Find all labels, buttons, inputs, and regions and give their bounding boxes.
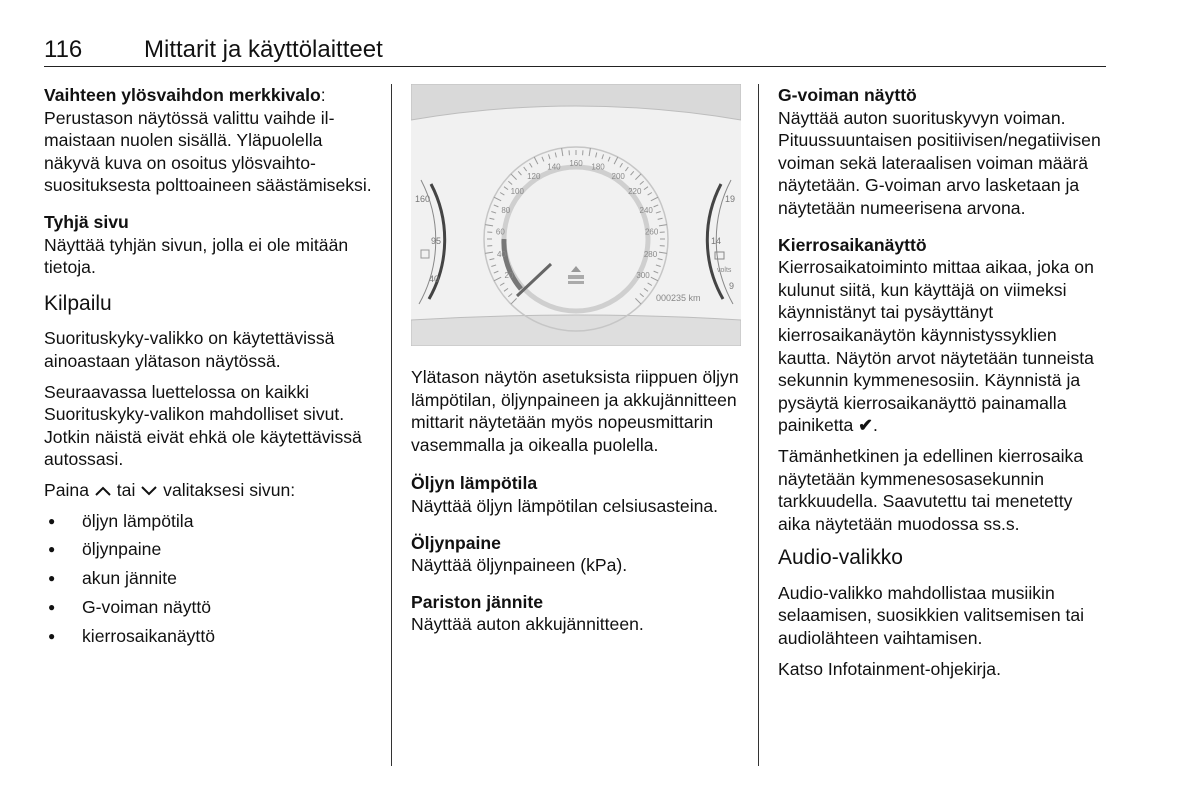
speed-scale-label: 140 — [547, 162, 561, 172]
upshift-heading: Vaihteen ylösvaihdon merkkivalo — [44, 85, 321, 105]
speed-scale-label: 240 — [639, 205, 653, 215]
column-right — [778, 84, 1108, 688]
list-item: ● kierrosaikanäyttö — [44, 625, 374, 648]
laptime-section — [778, 234, 1108, 437]
oil-temp-section — [411, 472, 741, 517]
speed-scale-label: 260 — [644, 227, 659, 237]
list-item: ● öljyn lämpötila — [44, 510, 374, 533]
chevron-down-icon — [140, 485, 158, 497]
blank-page-heading: Tyhjä sivu — [44, 211, 129, 232]
laptime-paragraph-2: Tämänhetkinen ja edellinen kierrosaika näytetään kymmenesosasekunnin tarkkuudella. Saavutettu tai menetetty aika näytetään muodossa ss.s. — [778, 445, 1084, 534]
volts-label: volts — [717, 267, 732, 274]
kilpailu-paragraph-2: Seuraavassa luettelossa on kaikki Suorituskyky-valikon mahdolliset sivut. Jotkin näistä eivät ehkä ole käytettävissä autossasi. — [44, 381, 362, 470]
speed-scale-label: 280 — [643, 249, 658, 259]
upshift-body: Perustason näytössä valittu vaihde ilmaistaan nuolen sisällä. Yläpuolella näkyvä kuva on osoitus ylösvaihtosuosituksesta polttoaineen säästämiseksi. — [44, 107, 372, 196]
oil-pressure-section — [411, 532, 741, 577]
right-gauge-label: 19 — [725, 194, 736, 204]
battery-body: Näyttää auton akkujännitteen. — [411, 614, 644, 635]
audio-paragraph-2: Katso Infotainment-ohjekirja. — [778, 658, 1001, 679]
speed-scale-label: 180 — [591, 162, 605, 172]
speed-scale-label: 120 — [527, 171, 541, 181]
blank-page-body: Näyttää tyhjän sivun, jolla ei ole mitään tietoja. — [44, 234, 349, 278]
gforce-section — [778, 84, 1108, 220]
laptime-body-text: Kierrosaikatoiminto mittaa aikaa, joka on kulunut siitä, kun käyttäjä on viimeksi käynnistänyt tai pysäyttänyt kierrosaikanäytön käynnistyssyklien kautta. Näytön arvot näytetään tunneista sekunnin kymmenesosiin. Käynnistä ja pysäytä kierrosaikanäyttö painamalla painiketta — [778, 257, 1094, 436]
speed-scale-label: 20 — [504, 270, 514, 280]
press-text-c: valitaksesi sivun: — [163, 479, 296, 500]
laptime-heading: Kierrosaikanäyttö — [778, 234, 927, 255]
gforce-body: Näyttää auton suorituskyvyn voiman. Pituussuuntaisen positiivisen/negatiivisen voiman sekä lateraalisen voiman määrä näytetään. G-voiman arvo lasketaan ja näytetään numeerisena arvona. — [778, 107, 1101, 218]
right-gauge-label: 9 — [729, 281, 735, 291]
intro-paragraph: Ylätason näytön asetuksista riippuen öljyn lämpötilan, öljynpaineen ja akkujännitteen mittarit näytetään myös nopeusmittarin vasemmalla ja oikealla puolella. — [411, 367, 739, 455]
blank-page-section — [44, 211, 374, 279]
laptime-body-end: . — [872, 415, 878, 436]
speed-scale-label: 200 — [611, 171, 625, 181]
odometer-readout: 000235 km — [656, 293, 701, 303]
speed-scale-label: 80 — [501, 205, 511, 215]
instrument-cluster-illustration — [411, 84, 741, 346]
column-left — [44, 84, 374, 654]
press-text-a: Paina — [44, 479, 89, 500]
oil-temp-body: Näyttää öljyn lämpötilan celsiusasteina. — [411, 495, 719, 516]
page-list — [44, 510, 374, 649]
upshift-section: Vaihteen ylösvaihdon merkkivalo: Perustason näytössä valittu vaihde ilmaistaan nuolen sisällä. Yläpuolella näkyvä kuva on osoitus ylösvaihtosuosituksesta polttoaineen säästämiseksi. — [44, 84, 374, 197]
right-gauge-label: 14 — [711, 236, 722, 246]
column-middle — [411, 84, 741, 650]
gforce-heading: G-voiman näyttö — [778, 85, 917, 105]
oil-pressure-heading: Öljynpaine — [411, 532, 501, 553]
speed-scale-label: 40 — [497, 249, 506, 259]
kilpailu-paragraph-1: Suorituskyky-valikko on käytettävissä ainoastaan ylätason näytössä. — [44, 328, 335, 371]
page-title: Mittarit ja käyttölaitteet — [144, 36, 383, 63]
left-gauge-label: 40 — [429, 274, 440, 284]
list-item: ● G-voiman näyttö — [44, 596, 374, 619]
page-number: 116 — [44, 36, 83, 63]
list-item: ● öljynpaine — [44, 538, 374, 561]
speed-scale-label: 220 — [628, 186, 642, 196]
kilpailu-heading: Kilpailu — [44, 291, 112, 315]
oil-temp-heading: Öljyn lämpötila — [411, 473, 538, 494]
instrument-cluster-figure — [411, 84, 741, 346]
press-instruction — [44, 479, 374, 502]
list-item: ● akun jännite — [44, 567, 374, 590]
page-header — [44, 34, 1106, 67]
audio-paragraph-1: Audio-valikko mahdollistaa musiikin selaamisen, suosikkien valitsemisen tai audiolähteen vaihtamisen. — [778, 582, 1085, 649]
laptime-body — [778, 256, 1108, 437]
left-gauge-label: 95 — [431, 236, 442, 246]
chevron-up-icon — [94, 485, 112, 497]
left-gauge-label: 160 — [415, 194, 431, 204]
press-text-b: tai — [116, 479, 136, 500]
oil-pressure-body: Näyttää öljynpaineen (kPa). — [411, 555, 628, 576]
column-divider — [391, 84, 392, 766]
battery-section — [411, 591, 741, 636]
audio-heading: Audio-valikko — [778, 546, 903, 570]
column-divider — [758, 84, 759, 766]
battery-heading: Pariston jännite — [411, 591, 543, 612]
checkmark-icon: ✔ — [858, 415, 873, 436]
speed-scale-label: 160 — [569, 159, 583, 168]
speed-scale-label: 100 — [510, 186, 524, 196]
speed-scale-label: 300 — [636, 270, 650, 280]
speed-scale-label: 60 — [495, 227, 505, 237]
